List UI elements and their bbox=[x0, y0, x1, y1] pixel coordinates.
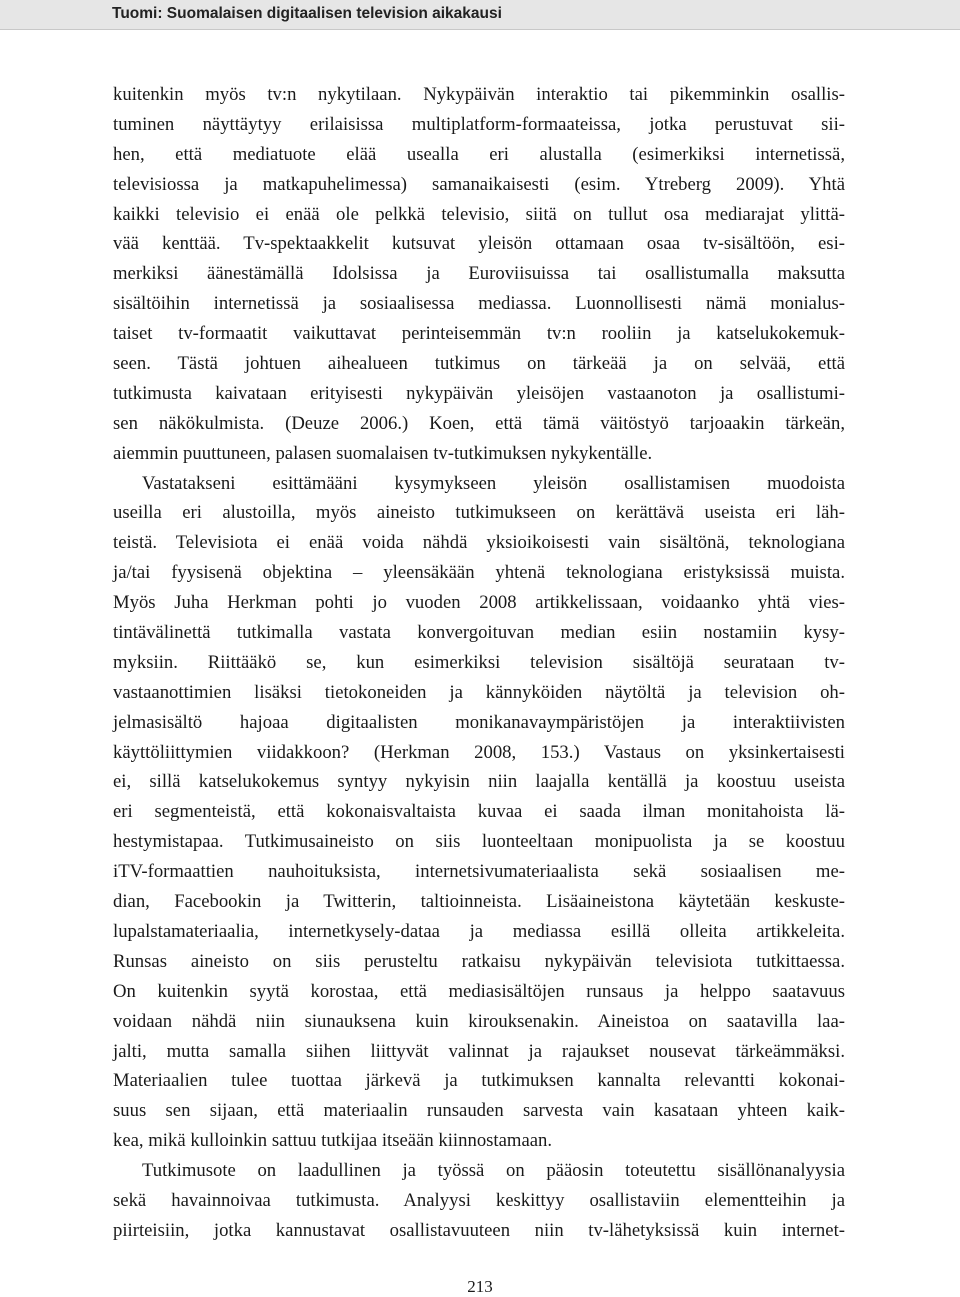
text-line: sisältöihin internetissä ja sosiaalisessa mediassa. Luonnollisesti nämä monialus- bbox=[113, 293, 845, 315]
text-line: myksiin. Riittääkö se, kun esimerkiksi television sisältöjä seurataan tv- bbox=[113, 651, 845, 673]
text-line: kea, mikä kulloinkin sattuu tutkijaa itseään kiinnostamaan. bbox=[113, 1130, 553, 1152]
running-header-title: Tuomi: Suomalaisen digitaalisen television aikakausi bbox=[112, 5, 502, 22]
text-line: ei, sillä katselukokemus syntyy nykyisin niin laajalla kentällä ja koostuu useista bbox=[113, 771, 845, 793]
text-line: teistä. Televisiota ei enää voida nähdä yksioikoisesti vain sisältönä, teknologiana bbox=[113, 532, 845, 554]
body-text bbox=[113, 80, 845, 1246]
text-line: eri segmenteistä, että kokonaisvaltaista kuvaa ei saada ilman monitahoista lä- bbox=[113, 801, 845, 823]
text-line: piirteisiin, jotka kannustavat osallistavuuteen niin tv-lähetyksissä kuin internet- bbox=[113, 1219, 845, 1241]
text-line: vää kenttää. Tv-spektaakkelit kutsuvat yleisön ottamaan osaa tv-sisältöön, esi- bbox=[113, 233, 845, 255]
text-line: seen. Tästä johtuen aihealueen tutkimus on tärkeää ja on selvää, että bbox=[113, 353, 845, 375]
text-line: hestymistapaa. Tutkimusaineisto on siis luonteeltaan monipuolista ja se koostuu bbox=[113, 831, 845, 853]
text-line: kaikki televisio ei enää ole pelkkä televisio, siitä on tullut osa mediarajat ylittä- bbox=[113, 203, 845, 225]
text-line: kuitenkin myös tv:n nykytilaan. Nykypäivän interaktio tai pikemminkin osallis- bbox=[113, 84, 845, 105]
text-line: Materiaalien tulee tuottaa järkevä ja tutkimuksen kannalta relevantti kokonai- bbox=[113, 1070, 845, 1092]
text-line: dian, Facebookin ja Twitterin, taltioinneista. Lisäaineistona käytetään keskuste- bbox=[113, 891, 845, 913]
text-line: jalti, mutta samalla siihen liittyvät valinnat ja rajaukset nousevat tärkeämmäksi. bbox=[113, 1040, 845, 1062]
text-line: voidaan nähdä niin siunauksena kuin kirouksenakin. Aineistoa on saatavilla laa- bbox=[113, 1010, 845, 1032]
text-line: hen, että mediatuote elää usealla eri alustalla (esimerkiksi internetissä, bbox=[113, 143, 845, 165]
text-line: useilla eri alustoilla, myös aineisto tutkimukseen on kerättävä useista eri läh- bbox=[113, 502, 845, 524]
text-line: On kuitenkin syytä korostaa, että mediasisältöjen runsaus ja helppo saatavuus bbox=[113, 980, 845, 1002]
page-number: 213 bbox=[467, 1277, 493, 1296]
text-line: taiset tv-formaatit vaikuttavat perinteisemmän tv:n rooliin ja katselukokemuk- bbox=[113, 323, 845, 345]
text-line: televisiossa ja matkapuhelimessa) samanaikaisesti (esim. Ytreberg 2009). Yhtä bbox=[113, 173, 845, 195]
running-header bbox=[0, 0, 960, 30]
text-line: sekä havainnoivaa tutkimusta. Analyysi keskittyy osallistaviin elementteihin ja bbox=[113, 1189, 845, 1211]
text-line: lupalstamateriaalia, internetkysely-dataa ja mediassa esillä olleita artikkeleita. bbox=[113, 920, 845, 942]
text-line: iTV-formaattien nauhoituksista, internetsivumateriaalista sekä sosiaalisen me- bbox=[113, 861, 845, 883]
text-line: tuminen näyttäytyy erilaisissa multiplatform-formaateissa, jotka perustuvat sii- bbox=[113, 113, 845, 135]
text-line: käyttöliittymien viidakkoon? (Herkman 2008, 153.) Vastaus on yksinkertaisesti bbox=[113, 741, 845, 763]
text-line: aiemmin puuttuneen, palasen suomalaisen tv-tutkimuksen nykykentälle. bbox=[113, 442, 653, 464]
text-line: ja/tai fyysisenä objektina – yleensäkään yhtenä teknologiana eristyksissä muista. bbox=[113, 562, 845, 584]
text-line: sen näkökulmista. (Deuze 2006.) Koen, että tämä väitöstyö tarjoaakin tärkeän, bbox=[113, 412, 845, 434]
text-line: Tutkimusote on laadullinen ja työssä on pääosin toteutettu sisällönanalyysia bbox=[142, 1160, 845, 1182]
text-line: merkiksi äänestämällä Idolsissa ja Euroviisuissa tai osallistumalla maksutta bbox=[113, 263, 845, 285]
text-line: Myös Juha Herkman pohti jo vuoden 2008 artikkelissaan, voidaanko yhtä vies- bbox=[113, 592, 845, 614]
text-line: suus sen sijaan, että materiaalin runsauden sarvesta vain kasataan yhteen kaik- bbox=[113, 1100, 845, 1122]
text-line: Runsas aineisto on siis perusteltu ratkaisu nykypäivän televisiota tutkittaessa. bbox=[113, 950, 845, 972]
text-line: Vastatakseni esittämääni kysymykseen yleisön osallistamisen muodoista bbox=[142, 472, 845, 494]
text-line: tutkimusta kaivataan erityisesti nykypäivän yleisöjen vastaanoton ja osallistumi- bbox=[113, 382, 845, 404]
text-line: tintävälinettä tutkimalla vastata konvergoituvan median esiin nostamiin kysy- bbox=[113, 622, 845, 644]
text-line: vastaanottimien lisäksi tietokoneiden ja kännyköiden näytöltä ja television oh- bbox=[113, 681, 845, 703]
text-line: jelmasisältö hajoaa digitaalisten monikanavaympäristöjen ja interaktiivisten bbox=[113, 711, 845, 733]
